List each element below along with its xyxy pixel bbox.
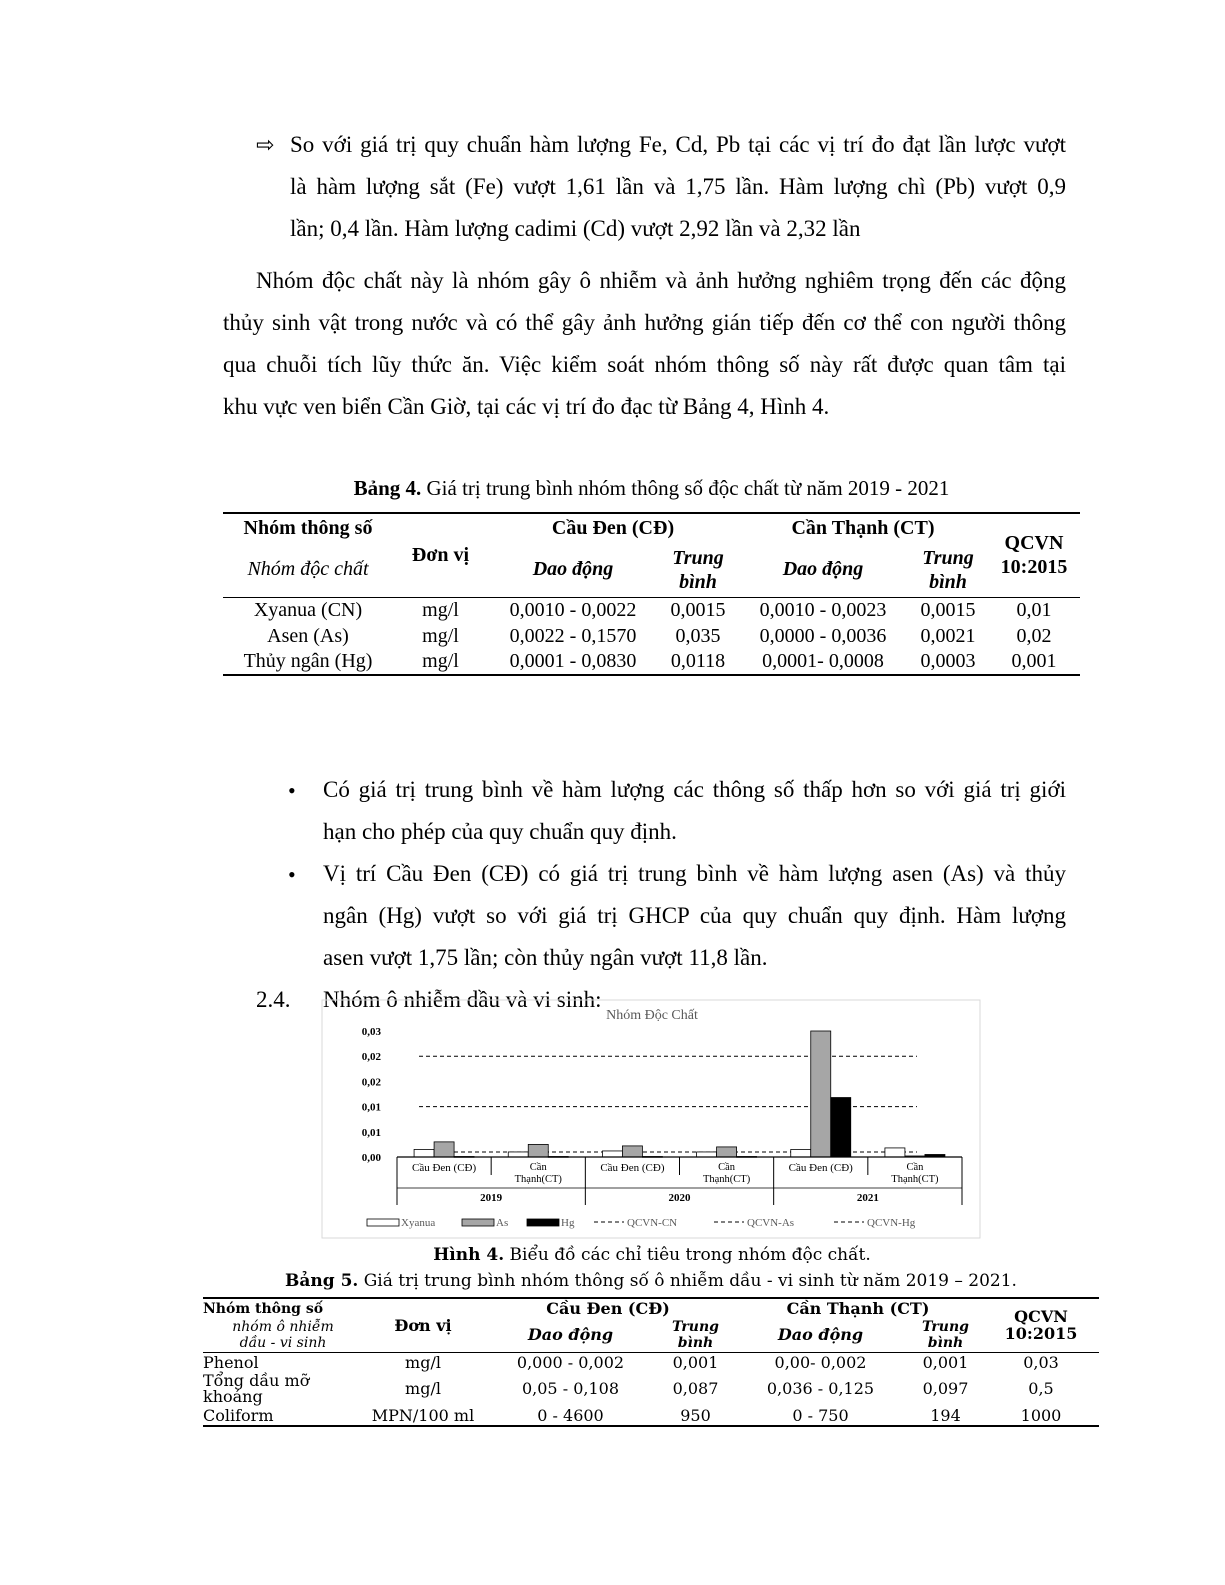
table-cell: Tổng dầu mỡ khoáng bbox=[203, 1370, 310, 1406]
bullet-line: Có giá trị trung bình về hàm lượng các thông số thấp hơn so với giá trị giới bbox=[323, 777, 1066, 802]
bar-as bbox=[528, 1144, 548, 1157]
y-tick-label: 0,00 bbox=[361, 1152, 381, 1164]
table5-header-group: Nhóm thông số bbox=[203, 1300, 324, 1317]
table-cell: Xyanua (CN) bbox=[253, 598, 363, 621]
table-cell: 0,036 - 0,125 bbox=[766, 1379, 875, 1398]
table-cell: 0,0022 - 0,1570 bbox=[509, 624, 637, 647]
table-cell: MPN/100 ml bbox=[371, 1405, 475, 1425]
table-cell: 0,001 bbox=[1011, 650, 1057, 672]
legend-swatch-hg bbox=[527, 1219, 559, 1226]
table-cell: mg/l bbox=[422, 624, 459, 647]
arrow-item-line: là hàm lượng sắt (Fe) vượt 1,61 lần và 1,75 lần. Hàm lượng chì (Pb) vượt 0,9 bbox=[290, 174, 1066, 199]
bullet-line: hạn cho phép của quy chuẩn quy định. bbox=[323, 819, 677, 844]
table5-header-range: Dao động bbox=[777, 1325, 864, 1345]
bar-as bbox=[717, 1147, 737, 1157]
arrow-icon: ⇨ bbox=[256, 133, 275, 158]
table-cell: 0,02 bbox=[1016, 624, 1052, 647]
chart-frame bbox=[322, 1000, 980, 1238]
x-year-label: 2019 bbox=[480, 1192, 503, 1204]
table5-header-mean: Trung bình bbox=[672, 1318, 719, 1351]
table5-header-mean: Trung bình bbox=[922, 1318, 969, 1351]
table-cell: 0,5 bbox=[1028, 1379, 1054, 1398]
table4-caption-label: Bảng 4. bbox=[353, 476, 422, 500]
x-tick-label: Thạnh(CT) bbox=[514, 1174, 562, 1185]
table4-header-mean: Trung bình bbox=[922, 546, 974, 593]
table4-caption-text: Giá trị trung bình nhóm thông số độc chất từ năm 2019 - 2021 bbox=[421, 476, 950, 500]
table-cell: 0,0015 bbox=[920, 598, 976, 621]
legend-swatch-as bbox=[462, 1219, 494, 1226]
bar-xyanua bbox=[508, 1152, 528, 1157]
legend-swatch-xyanua bbox=[367, 1219, 399, 1226]
table-cell: 0,01 bbox=[1016, 598, 1052, 621]
table5-header-group-sub: dầu - vi sinh bbox=[239, 1334, 327, 1351]
table-cell: 0,0021 bbox=[920, 624, 976, 647]
x-tick-label: Cầu Đen (CĐ) bbox=[412, 1162, 477, 1174]
y-tick-label: 0,01 bbox=[361, 1101, 381, 1114]
y-tick-label: 0,02 bbox=[361, 1076, 381, 1089]
table-row bbox=[203, 1372, 1099, 1406]
legend-label: QCVN-As bbox=[747, 1217, 795, 1229]
section-title: Nhóm ô nhiễm dầu và vi sinh: bbox=[323, 987, 602, 1012]
table5-header-group-sub: nhóm ô nhiễm bbox=[232, 1318, 334, 1335]
bar-hg bbox=[831, 1098, 851, 1157]
table-cell: 0,0010 - 0,0023 bbox=[759, 598, 887, 621]
table-cell: Thủy ngân (Hg) bbox=[243, 650, 373, 672]
table-row bbox=[223, 597, 1080, 623]
bar-as bbox=[434, 1142, 454, 1157]
bar-xyanua bbox=[697, 1152, 717, 1157]
bullet-line: ngân (Hg) vượt so với giá trị GHCP của quy chuẩn quy định. Hàm lượng bbox=[323, 903, 1066, 928]
table-row bbox=[203, 1406, 1099, 1426]
table4-header-group-sub: Nhóm độc chất bbox=[247, 558, 369, 581]
table-cell: 0,0015 bbox=[670, 598, 726, 621]
legend-label: QCVN-CN bbox=[627, 1217, 678, 1229]
paragraph-line: qua chuỗi tích lũy thức ăn. Việc kiểm soát nhóm thông số này rất được quan tâm tại bbox=[223, 352, 1066, 377]
bullet-line: asen vượt 1,75 lần; còn thủy ngân vượt 11,8 lần. bbox=[323, 945, 768, 970]
table-cell: 0,000 - 0,002 bbox=[516, 1352, 625, 1372]
table-cell: 194 bbox=[930, 1405, 961, 1425]
table5-header-qcvn: QCVN 10:2015 bbox=[1004, 1307, 1078, 1344]
bar-xyanua bbox=[791, 1149, 811, 1157]
bar-as bbox=[811, 1031, 831, 1157]
table-cell: Asen (As) bbox=[267, 624, 349, 647]
x-year-label: 2021 bbox=[856, 1192, 879, 1204]
table-cell: mg/l bbox=[422, 650, 459, 672]
legend-label: As bbox=[496, 1217, 509, 1229]
table-cell: mg/l bbox=[405, 1379, 441, 1398]
figure4-caption bbox=[322, 1245, 982, 1265]
table-cell: 0,0118 bbox=[670, 650, 726, 672]
x-tick-label: Cần bbox=[718, 1162, 736, 1173]
table-cell: 0,0010 - 0,0022 bbox=[509, 598, 637, 621]
table-cell: 0,0000 - 0,0036 bbox=[759, 624, 887, 647]
table4-caption bbox=[223, 476, 1080, 501]
x-tick-label: Cần bbox=[906, 1162, 924, 1173]
table-row bbox=[223, 649, 1080, 675]
table-cell: 0,05 - 0,108 bbox=[521, 1379, 619, 1398]
table4-header-range: Dao động bbox=[782, 558, 864, 581]
table-cell: 950 bbox=[680, 1405, 711, 1425]
table-cell: 0,0001- 0,0008 bbox=[762, 650, 884, 672]
table4-header-range: Dao động bbox=[532, 558, 614, 581]
figure4-caption-label: Hình 4. bbox=[433, 1245, 505, 1265]
table-row bbox=[223, 623, 1080, 649]
y-tick-label: 0,02 bbox=[361, 1051, 381, 1064]
paragraph-line: khu vực ven biển Cần Giờ, tại các vị trí đo đạc từ Bảng 4, Hình 4. bbox=[223, 394, 830, 419]
arrow-item-line: So với giá trị quy chuẩn hàm lượng Fe, Cd, Pb tại các vị trí đo đạt lần lược vượt bbox=[290, 132, 1066, 157]
table5-header-unit: Đơn vị bbox=[394, 1315, 452, 1335]
table-cell: Coliform bbox=[203, 1405, 274, 1425]
table-cell: 1000 bbox=[1020, 1405, 1062, 1425]
table5-caption bbox=[203, 1271, 1099, 1291]
table-cell: mg/l bbox=[405, 1352, 441, 1372]
paragraph-line: Nhóm độc chất này là nhóm gây ô nhiễm và ảnh hưởng nghiêm trọng đến các động bbox=[256, 268, 1066, 293]
table4-header-site1: Cầu Đen (CĐ) bbox=[551, 517, 675, 539]
x-tick-label: Cầu Đen (CĐ) bbox=[600, 1162, 665, 1174]
y-tick-label: 0,01 bbox=[361, 1126, 381, 1139]
table-cell: 0,0003 bbox=[920, 650, 976, 672]
table-cell: mg/l bbox=[422, 598, 459, 621]
x-tick-label: Thạnh(CT) bbox=[891, 1174, 939, 1185]
table-cell: 0,035 bbox=[675, 624, 721, 647]
table5-caption-text: Giá trị trung bình nhóm thông số ô nhiễm dầu - vi sinh từ năm 2019 – 2021. bbox=[358, 1271, 1017, 1291]
x-year-label: 2020 bbox=[668, 1192, 691, 1204]
bar-as bbox=[622, 1146, 642, 1157]
x-tick-label: Cần bbox=[529, 1162, 547, 1173]
table4-header-mean: Trung bình bbox=[672, 546, 724, 593]
table5-header-site2: Cần Thạnh (CT) bbox=[786, 1299, 930, 1318]
y-tick-label: 0,03 bbox=[361, 1026, 381, 1038]
table-cell: 0,0001 - 0,0830 bbox=[509, 650, 637, 672]
bar-xyanua bbox=[602, 1151, 622, 1157]
table4-header-qcvn: QCVN 10:2015 bbox=[1000, 532, 1068, 579]
bar-xyanua bbox=[414, 1149, 434, 1157]
table5-caption-label: Bảng 5. bbox=[285, 1271, 359, 1291]
x-tick-label: Cầu Đen (CĐ) bbox=[788, 1162, 853, 1174]
legend-label: Hg bbox=[561, 1217, 575, 1229]
bar-xyanua bbox=[885, 1148, 905, 1157]
arrow-item-line: lần; 0,4 lần. Hàm lượng cadimi (Cd) vượt 2,92 lần và 2,32 lần bbox=[290, 216, 861, 241]
table-cell: 0,087 bbox=[672, 1379, 719, 1398]
table-cell: Phenol bbox=[203, 1352, 259, 1372]
bullet-line: Vị trí Cầu Đen (CĐ) có giá trị trung bình về hàm lượng asen (As) và thủy bbox=[323, 861, 1066, 886]
toxic-group-chart bbox=[322, 1000, 982, 1240]
table4-header-site2: Cần Thạnh (CT) bbox=[791, 517, 935, 539]
table5 bbox=[203, 1297, 1099, 1427]
table-cell: 0,00- 0,002 bbox=[774, 1352, 867, 1372]
chart-title: Nhóm Độc Chất bbox=[606, 1008, 698, 1023]
figure4-caption-text: Biểu đồ các chỉ tiêu trong nhóm độc chất. bbox=[504, 1245, 871, 1265]
section-number: 2.4. bbox=[256, 987, 291, 1012]
table-cell: 0,03 bbox=[1023, 1352, 1059, 1372]
legend-label: QCVN-Hg bbox=[867, 1217, 916, 1229]
table-cell: 0,097 bbox=[922, 1379, 969, 1398]
table4-header-group: Nhóm thông số bbox=[243, 517, 373, 539]
x-tick-label: Thạnh(CT) bbox=[702, 1174, 751, 1185]
table-cell: 0,001 bbox=[922, 1352, 969, 1372]
table5-header-range: Dao động bbox=[527, 1325, 614, 1345]
table-row bbox=[203, 1352, 1099, 1372]
table4-header-unit: Đơn vị bbox=[411, 543, 470, 566]
table-cell: 0,001 bbox=[672, 1352, 719, 1372]
table4 bbox=[223, 512, 1080, 676]
table-cell: 0 - 750 bbox=[792, 1405, 849, 1425]
paragraph-line: thủy sinh vật trong nước và có thể gây ảnh hưởng gián tiếp đến cơ thể con người thông bbox=[223, 310, 1066, 335]
table5-header-site1: Cầu Đen (CĐ) bbox=[546, 1299, 670, 1318]
legend-label: Xyanua bbox=[401, 1217, 436, 1229]
bullet-icon: • bbox=[288, 862, 296, 887]
table-cell: 0 - 4600 bbox=[537, 1405, 604, 1425]
bullet-icon: • bbox=[288, 778, 296, 803]
